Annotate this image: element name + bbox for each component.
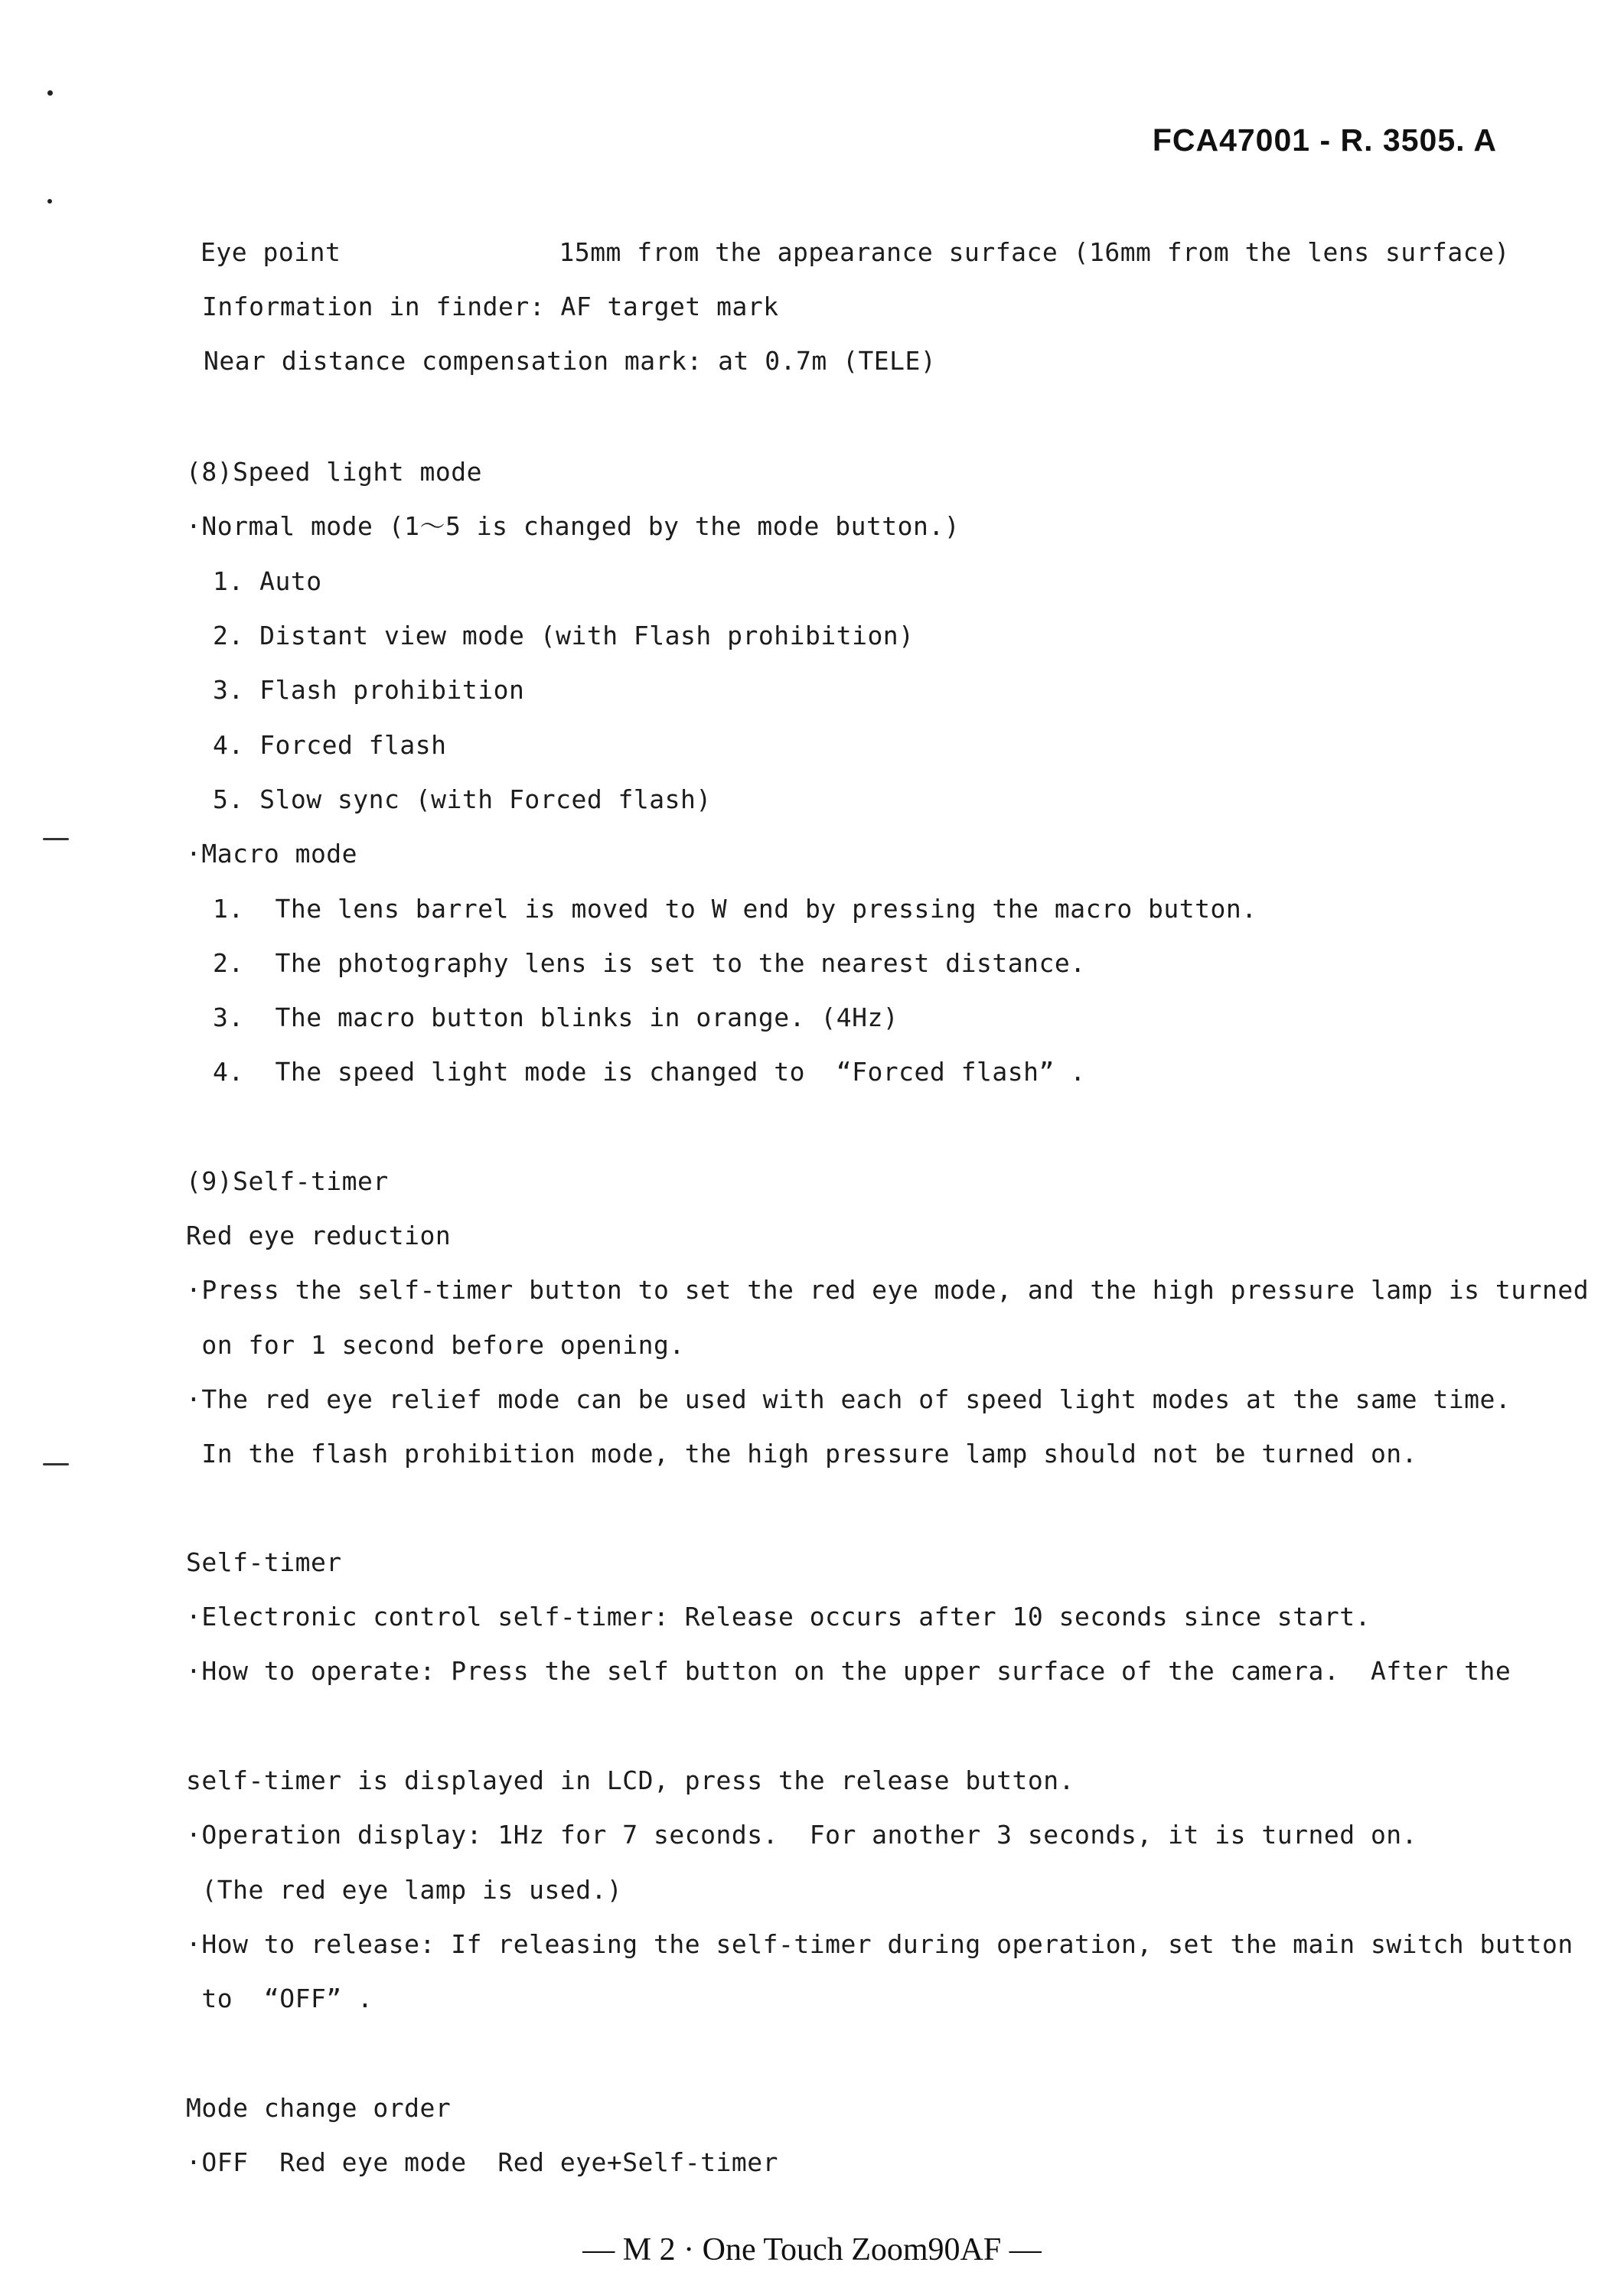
self-timer-line: (The red eye lamp is used.) — [186, 1875, 623, 1905]
list-item: 2. Distant view mode (with Flash prohibition) — [213, 621, 915, 650]
self-timer-line: to “OFF” . — [186, 1984, 373, 2013]
margin-dot-mark — [47, 90, 53, 96]
section-heading-speed-light: (8)Speed light mode — [186, 457, 482, 487]
list-item: 3. Flash prohibition — [213, 675, 525, 705]
list-item: 2. The photography lens is set to the nearest distance. — [213, 948, 1086, 978]
list-item: 5. Slow sync (with Forced flash) — [213, 784, 712, 814]
self-timer-line: self-timer is displayed in LCD, press the release button. — [186, 1765, 1075, 1795]
red-eye-line: In the flash prohibition mode, the high pressure lamp should not be turned on. — [186, 1439, 1418, 1469]
normal-mode-line: ·Normal mode (1～5 is changed by the mode button.) — [186, 511, 960, 541]
list-item: 3. The macro button blinks in orange. (4Hz) — [213, 1002, 899, 1032]
section-heading-self-timer: (9)Self-timer — [186, 1166, 389, 1196]
self-timer-heading: Self-timer — [186, 1547, 342, 1577]
eye-point-line: Eye point 15mm from the appearance surface (16mm from the lens surface) — [201, 237, 1510, 267]
self-timer-line: ·How to release: If releasing the self-timer during operation, set the main switch button — [186, 1929, 1573, 1959]
red-eye-line: ·Press the self-timer button to set the red eye mode, and the high pressure lamp is turned — [186, 1275, 1590, 1305]
mode-order-line: ·OFF Red eye mode Red eye+Self-timer — [186, 2147, 778, 2177]
red-eye-line: ·The red eye relief mode can be used with each of speed light modes at the same time. — [186, 1384, 1511, 1414]
near-distance-line: Near distance compensation mark: at 0.7m (TELE) — [204, 346, 937, 376]
page-footer: — M 2 · One Touch Zoom90AF — — [582, 2232, 1042, 2267]
self-timer-line: ·Electronic control self-timer: Release occurs after 10 seconds since start. — [186, 1602, 1371, 1632]
macro-mode-line: ·Macro mode — [186, 839, 358, 869]
self-timer-line: ·Operation display: 1Hz for 7 seconds. For another 3 seconds, it is turned on. — [186, 1820, 1418, 1850]
list-item: 1. The lens barrel is moved to W end by pressing the macro button. — [213, 894, 1257, 924]
list-item: 4. The speed light mode is changed to “Forced flash” . — [213, 1057, 1086, 1087]
list-item: 4. Forced flash — [213, 730, 447, 760]
self-timer-line: ·How to operate: Press the self button on the upper surface of the camera. After the — [186, 1656, 1511, 1686]
margin-dash-mark — [43, 838, 69, 840]
mode-order-heading: Mode change order — [186, 2093, 452, 2123]
red-eye-heading: Red eye reduction — [186, 1221, 452, 1250]
document-code: FCA47001 - R. 3505. A — [1152, 122, 1497, 158]
margin-dash-mark — [43, 1463, 69, 1465]
margin-dot-mark — [47, 199, 52, 204]
finder-info-line: Information in finder: AF target mark — [202, 292, 779, 321]
list-item: 1. Auto — [213, 566, 322, 596]
red-eye-line: on for 1 second before opening. — [186, 1330, 685, 1360]
